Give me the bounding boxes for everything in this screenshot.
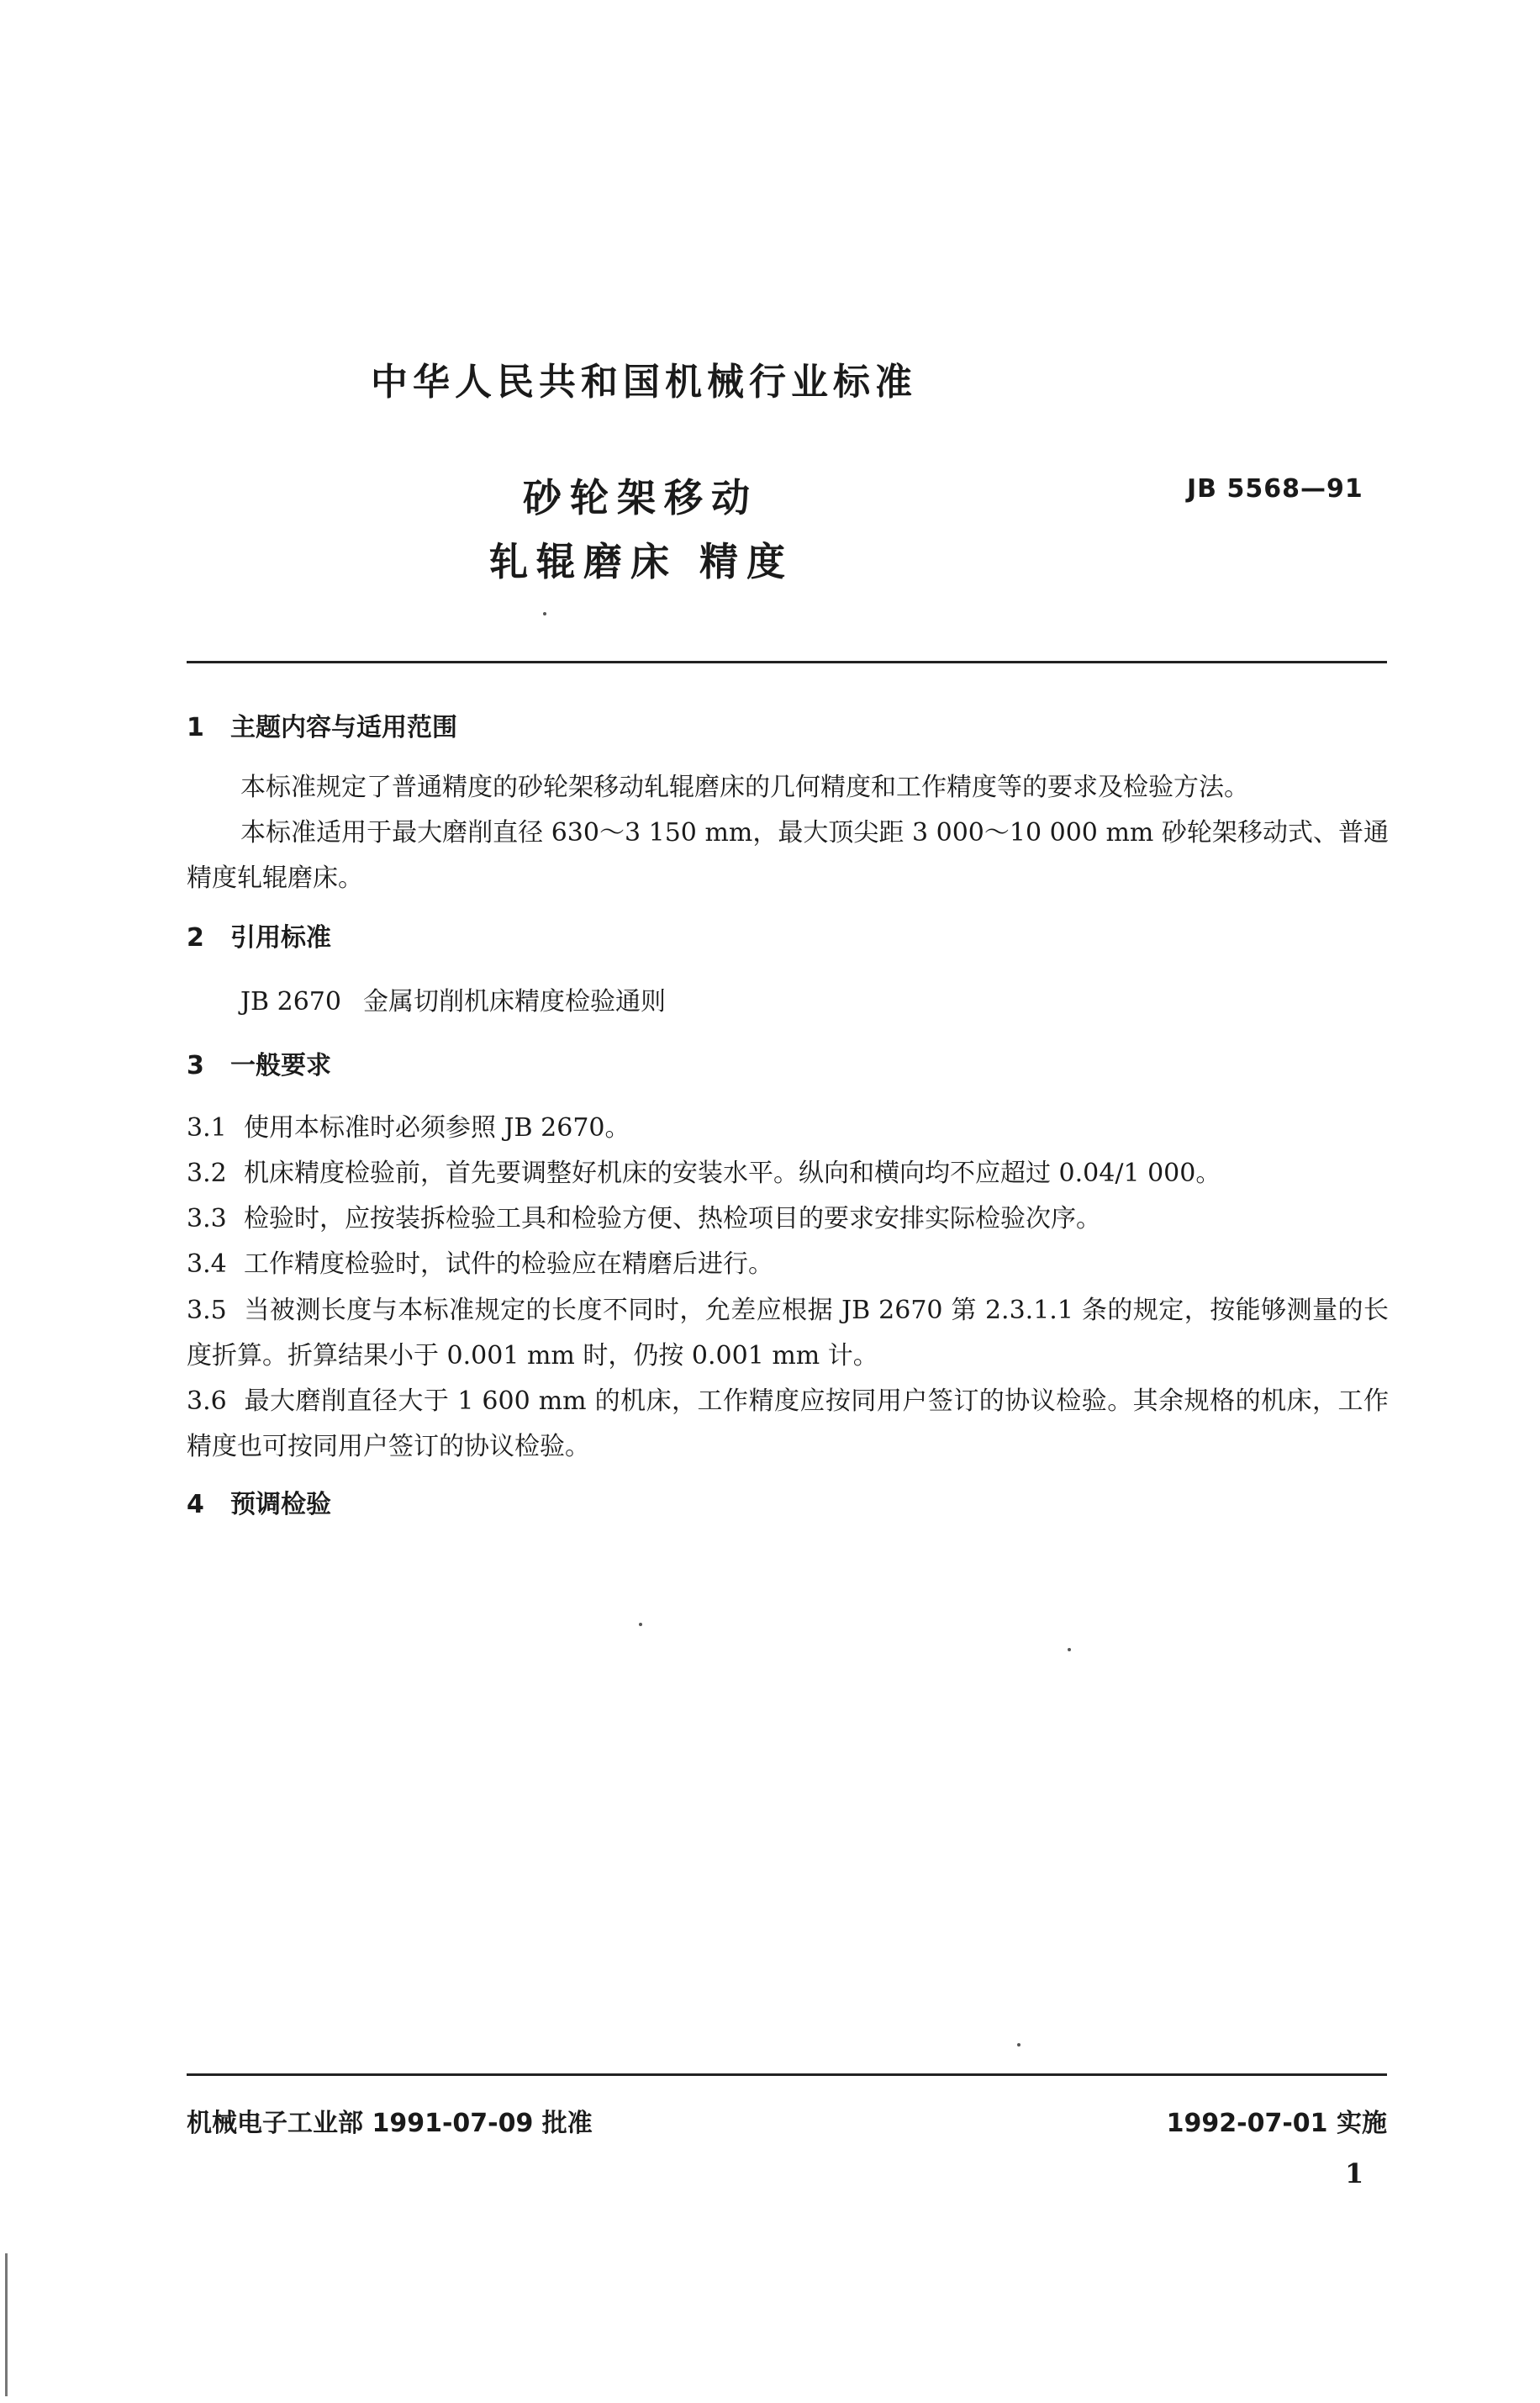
section-2-number: 2 [187,923,204,953]
document-title-line1: 砂轮架移动 [523,475,758,520]
section-4-number: 4 [187,1490,204,1519]
page-number: 1 [1345,2157,1364,2189]
bottom-divider [187,2073,1387,2076]
clause-text: 最大磨削直径大于 1 600 mm 的机床，工作精度应按同用户签订的协议检验。其余规格的机床，工作精度也可按同用户签订的协议检验。 [187,1386,1389,1461]
effective-date-line: 1992-07-01 实施 [1166,2109,1387,2138]
top-divider [187,661,1387,663]
section-3-number: 3 [187,1051,204,1080]
reference-title: 金属切削机床精度检验通则 [362,987,666,1017]
clause-3-1 [187,1106,630,1143]
clause-number: 3.2 [187,1159,227,1188]
clause-text: 机床精度检验前，首先要调整好机床的安装水平。纵向和横向均不应超过 0.04/1 000。 [244,1159,1221,1188]
clause-text: 当被测长度与本标准规定的长度不同时，允差应根据 JB 2670 第 2.3.1.1 条的规定，按能够测量的长度折算。折算结果小于 0.001 mm 时，仍按 0.001 mm 计。 [187,1296,1389,1371]
standard-number: JB 5568—91 [1187,474,1363,504]
clause-text: 检验时，应按装拆检验工具和检验方便、热检项目的要求安排实际检验次序。 [244,1204,1101,1233]
section-4-heading [187,1483,331,1520]
clause-text: 使用本标准时必须参照 JB 2670。 [244,1113,630,1143]
section-2-title: 引用标准 [230,923,331,953]
section-1-title: 主题内容与适用范围 [230,713,457,742]
issuing-body-title: 中华人民共和国机械行业标准 [371,361,917,404]
document-title-line2: 轧辊磨床 精度 [489,539,794,584]
clause-number: 3.5 [187,1296,227,1325]
clause-text: 工作精度检验时，试件的检验应在精磨后进行。 [244,1249,773,1279]
scan-speck [543,612,546,615]
clause-3-2 [187,1152,1221,1189]
section-1-paragraph-1: 本标准规定了普通精度的砂轮架移动轧辊磨床的几何精度和工作精度等的要求及检验方法。 [240,773,1249,802]
section-1-number: 1 [187,713,204,742]
clause-number: 3.3 [187,1204,227,1233]
clause-number: 3.6 [187,1386,227,1416]
scan-speck [1068,1648,1071,1651]
section-1-paragraph-2: 本标准适用于最大磨削直径 630～3 150 mm，最大顶尖距 3 000～10 000 mm 砂轮架移动式、普通精度轧辊磨床。 [187,818,1389,893]
section-1-heading [187,706,457,743]
scan-speck [1017,2043,1021,2047]
reference-code: JB 2670 [240,987,341,1017]
clause-3-4 [187,1243,773,1280]
reference-standard-line [240,980,666,1017]
scan-edge-mark [5,2253,8,2396]
section-3-title: 一般要求 [230,1051,331,1080]
section-3-heading [187,1044,331,1081]
approval-line: 机械电子工业部 1991-07-09 批准 [187,2109,593,2138]
section-4-title: 预调检验 [230,1490,331,1519]
clause-3-3 [187,1197,1101,1234]
clause-3-6 [187,1379,1389,1470]
scan-speck [639,1623,642,1626]
section-2-heading [187,916,331,953]
clause-3-5 [187,1288,1389,1379]
clause-number: 3.4 [187,1249,227,1279]
clause-number: 3.1 [187,1113,227,1143]
